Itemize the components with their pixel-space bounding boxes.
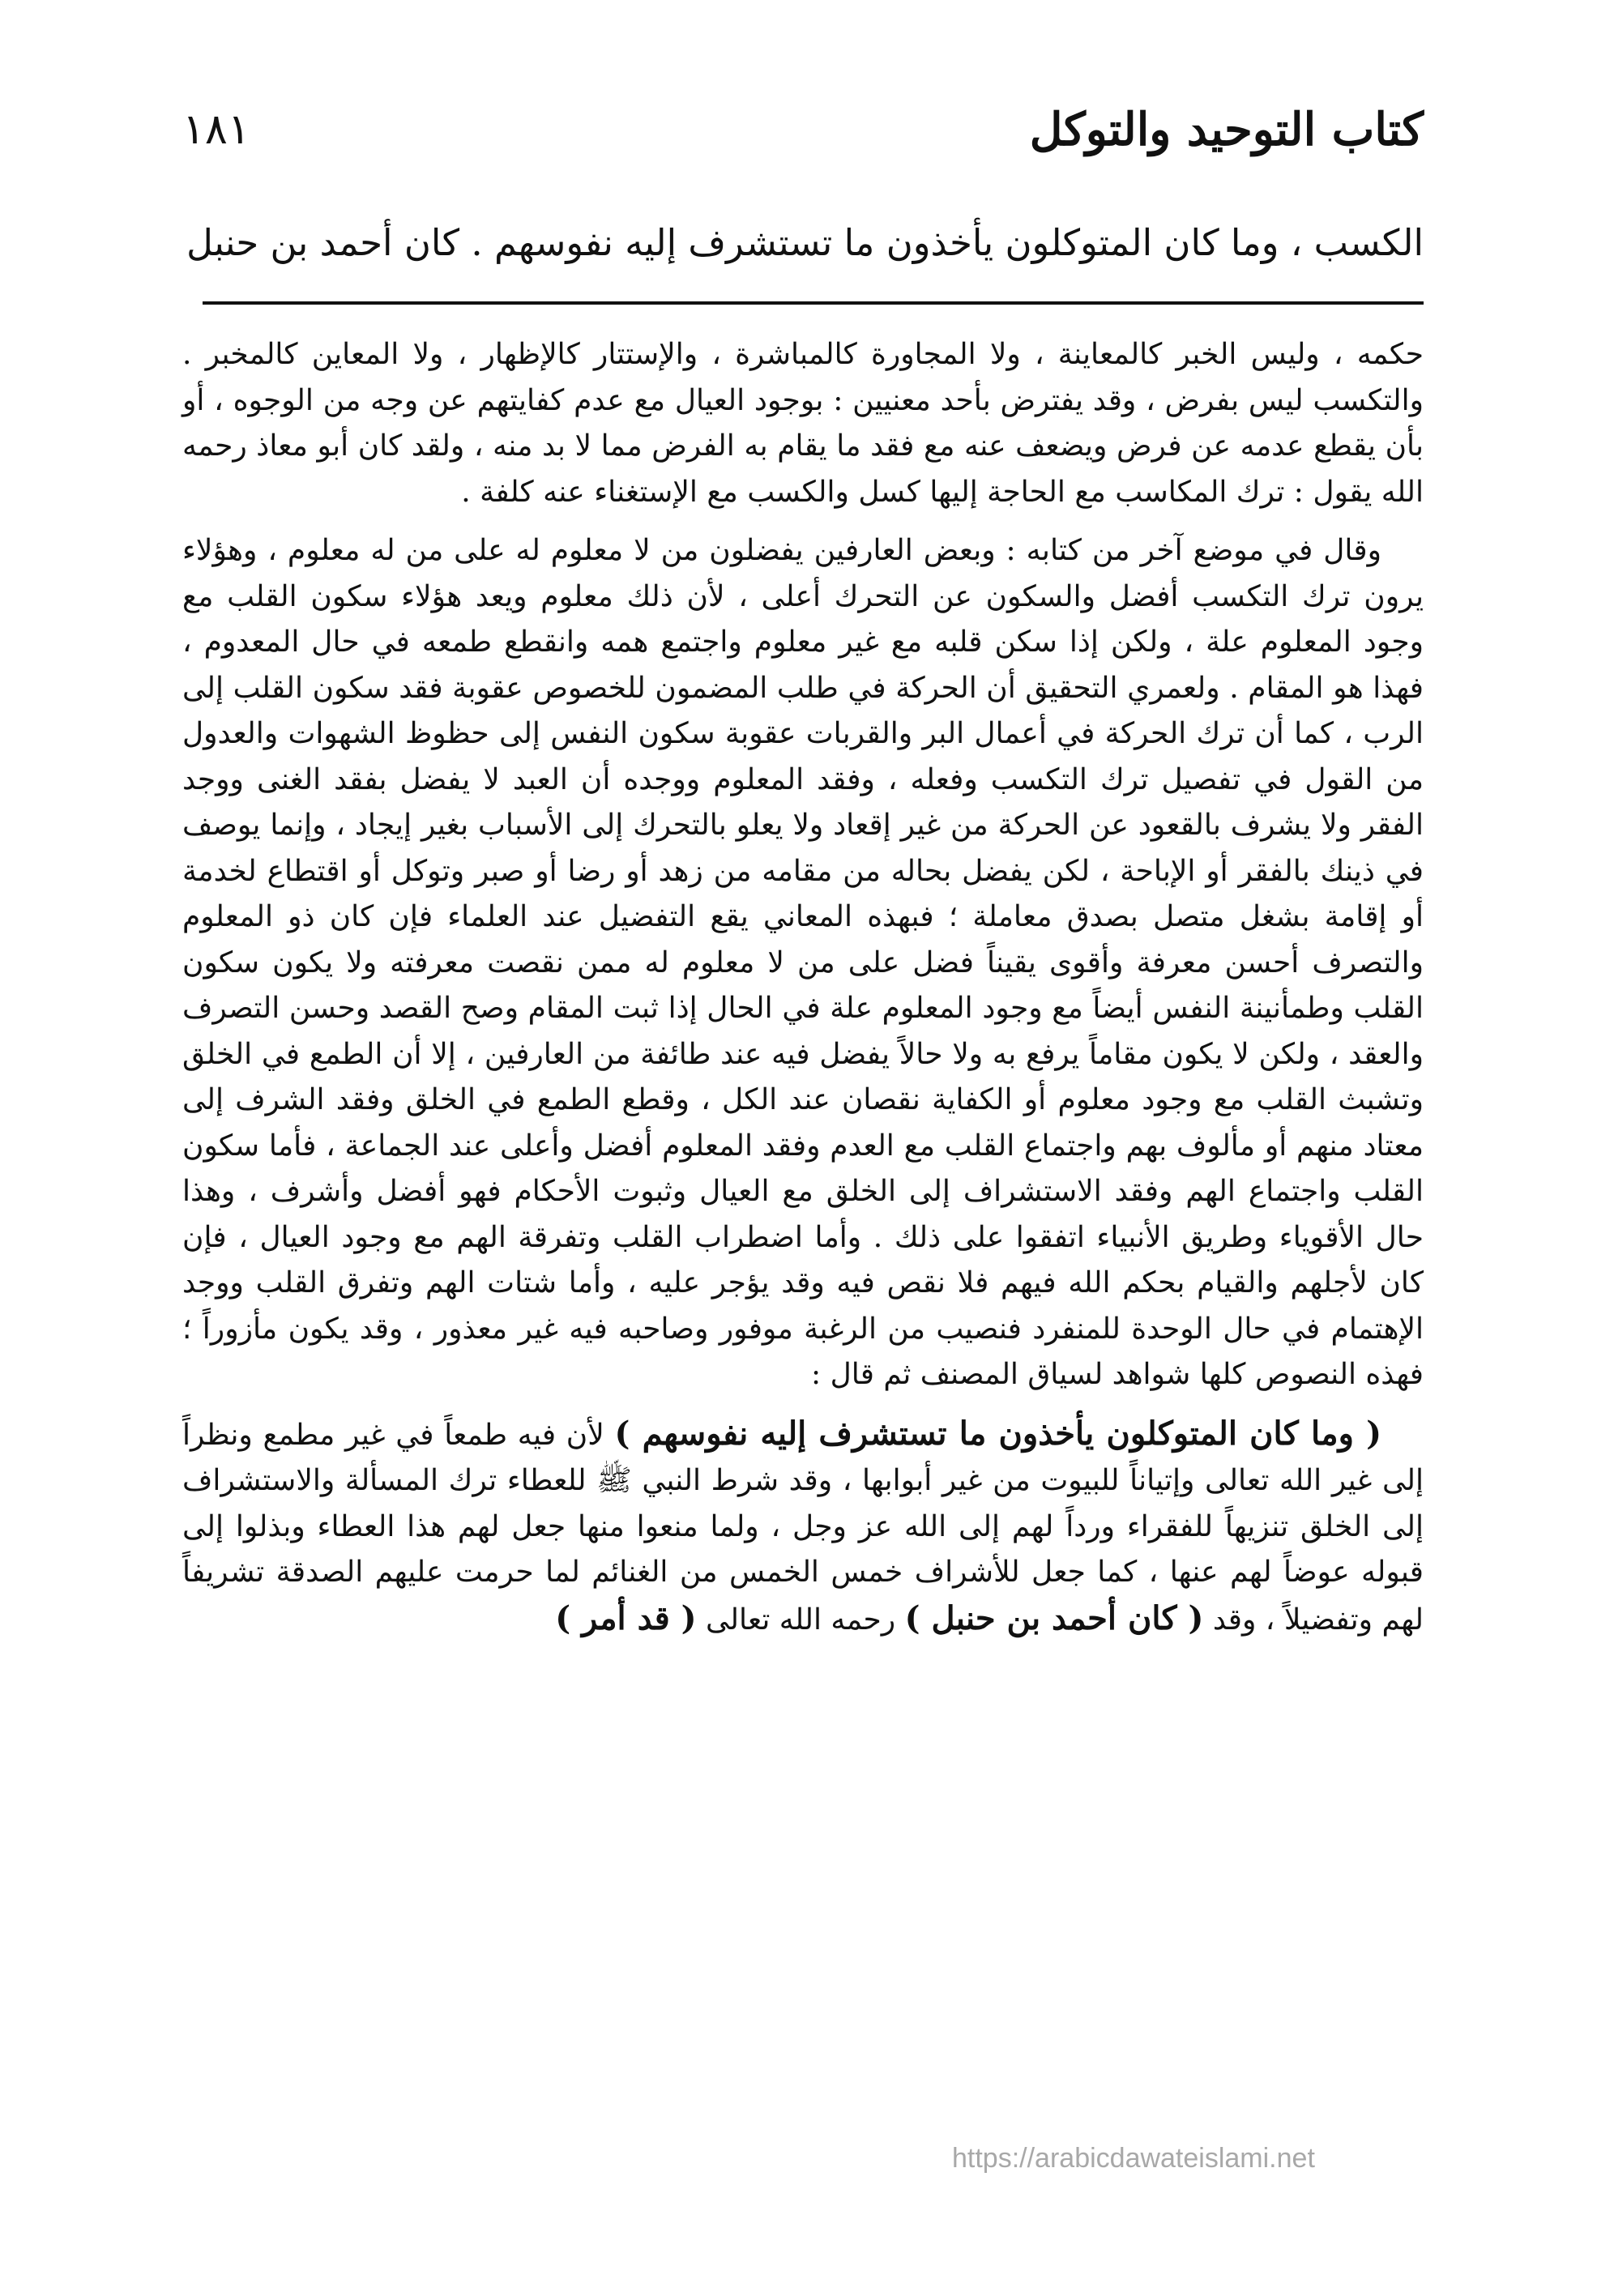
matn-line: الكسب ، وما كان المتوكلون يأخذون ما تستشرف إليه نفوسهم . كان أحمد بن حنبل (186, 221, 1424, 264)
page-number: ١٨١ (182, 105, 250, 154)
commentary-paragraph-2: وقال في موضع آخر من كتابه : وبعض العارفين يفضلون من لا معلوم له على من له معلوم ، وهؤلاء يرون ترك التكسب أفضل والسكون عن التحرك أعلى ، لأن ذلك معلوم ويعد هؤلاء سكون القلب مع وجود المعلوم علة ، ولكن إذا سكن قلبه مع غير معلوم واجتمع همه وانقطع طمعه في حال المعدوم ، فهذا هو المقام . ولعمري التحقيق أن الحركة في طلب المضمون للخصوص عقوبة فقد سكون القلب إلى الرب ، كما أن ترك الحركة في أعمال البر والقربات عقوبة سكون النفس إلى حظوظ الشهوات والعدول من القول في تفصيل ترك التكسب وفعله ، وفقد المعلوم ووجده أن العبد لا يفضل بفقد الغنى ووجد الفقر ولا يشرف بالقعود عن الحركة من غير إقعاد ولا يعلو بالتحرك إلى الأسباب بغير إيجاد ، وإنما يوصف في ذينك بالفقر أو الإباحة ، لكن يفضل بحاله من مقامه من زهد أو رضا أو صبر وتوكل أو اقتطاع لخدمة أو إقامة بشغل متصل بصدق معاملة ؛ فبهذه المعاني يقع التفضيل عند العلماء فإن كان ذو المعلوم والتصرف أحسن معرفة وأقوى يقيناً فضل على من لا معلوم له ممن نقصت معرفته ولا يكون سكون القلب وطمأنينة النفس أيضاً مع وجود المعلوم علة في الحال إذا ثبت المقام وصح القصد وحسن التصرف والعقد ، ولكن لا يكون مقاماً يرفع به ولا حالاً يفضل فيه عند طائفة من العارفين ، إلا أن الطمع في الخلق وتشبث القلب مع وجود معلوم أو الكفاية نقصان عند الكل ، وقطع الطمع في الخلق وفقد الشرف إلى معتاد منهم أو مألوف بهم واجتماع القلب مع العدم وفقد المعلوم أفضل وأعلى عند الجماعة ، فأما سكون القلب واجتماع الهم وفقد الاستشراف إلى الخلق مع العيال وثبوت الأحكام فهو أفضل وأشرف ، وهذا حال الأقوياء وطريق الأنبياء اتفقوا على ذلك . وأما اضطراب القلب وتفرقة الهم مع وجود العيال ، فإن كان لأجلهم والقيام بحكم الله فيهم فلا نقص فيه وقد يؤجر عليه ، وأما شتات الهم وتفرق القلب ووجد الإهتمام في حال الوحدة للمنفرد فنصيب من الرغبة موفور وصاحبه فيه غير معذور ، وقد يكون مأزوراً ؛ فهذه النصوص كلها شواهد لسياق المصنف ثم قال : (182, 534, 1424, 1391)
watermark-url: https://arabicdawateislami.net (952, 2143, 1315, 2174)
quoted-matn-phrase: ( وما كان المتوكلون يأخذون ما تستشرف إليه نفوسهم ) (614, 1414, 1382, 1453)
running-title: كتاب التوحيد والتوكل (1029, 103, 1424, 156)
quoted-matn-phrase-3: ( قد أمر ) (555, 1598, 697, 1637)
commentary-paragraph-3 (182, 1411, 1424, 1644)
quoted-matn-phrase-2: ( كان أحمد بن حنبل ) (904, 1598, 1204, 1637)
page-header (182, 97, 1424, 162)
commentary-body (182, 332, 1424, 1643)
separator-rule (203, 301, 1424, 305)
commentary-text-b: رحمه الله تعالى (696, 1603, 905, 1637)
commentary-paragraph-1: حكمه ، وليس الخبر كالمعاينة ، ولا المجاورة كالمباشرة ، والإستتار كالإظهار ، ولا المعاين كالمخبر . والتكسب ليس بفرض ، وقد يفترض بأحد معنيين : بوجود العيال مع عدم كفايتهم عن وجه من الوجوه ، أو بأن يقطع عدمه عن فرض ويضعف عنه مع فقد ما يقام به الفرض مما لا بد منه ، ولقد كان أبو معاذ رحمه الله يقول : ترك المكاسب مع الحاجة إليها كسل والكسب مع الإستغناء عنه كلفة . (182, 338, 1424, 509)
commentary-text-a: لأن فيه طمعاً في غير مطمع ونظراً إلى غير الله تعالى وإتياناً للبيوت من غير أبوابها ، وقد شرط النبي ﷺ للعطاء ترك المسألة والاستشراف إلى الخلق تنزيهاً للفقراء ورداً لهم إلى الله عز وجل ، ولما منعوا منها جعل لهم هذا العطاء وبذلوا إلى قبوله عوضاً لهم عنها ، كما جعل للأشراف خمس الخمس من الغنائم لما حرمت عليهم الصدقة تشريفاً لهم وتفضيلاً ، وقد (182, 1418, 1424, 1637)
